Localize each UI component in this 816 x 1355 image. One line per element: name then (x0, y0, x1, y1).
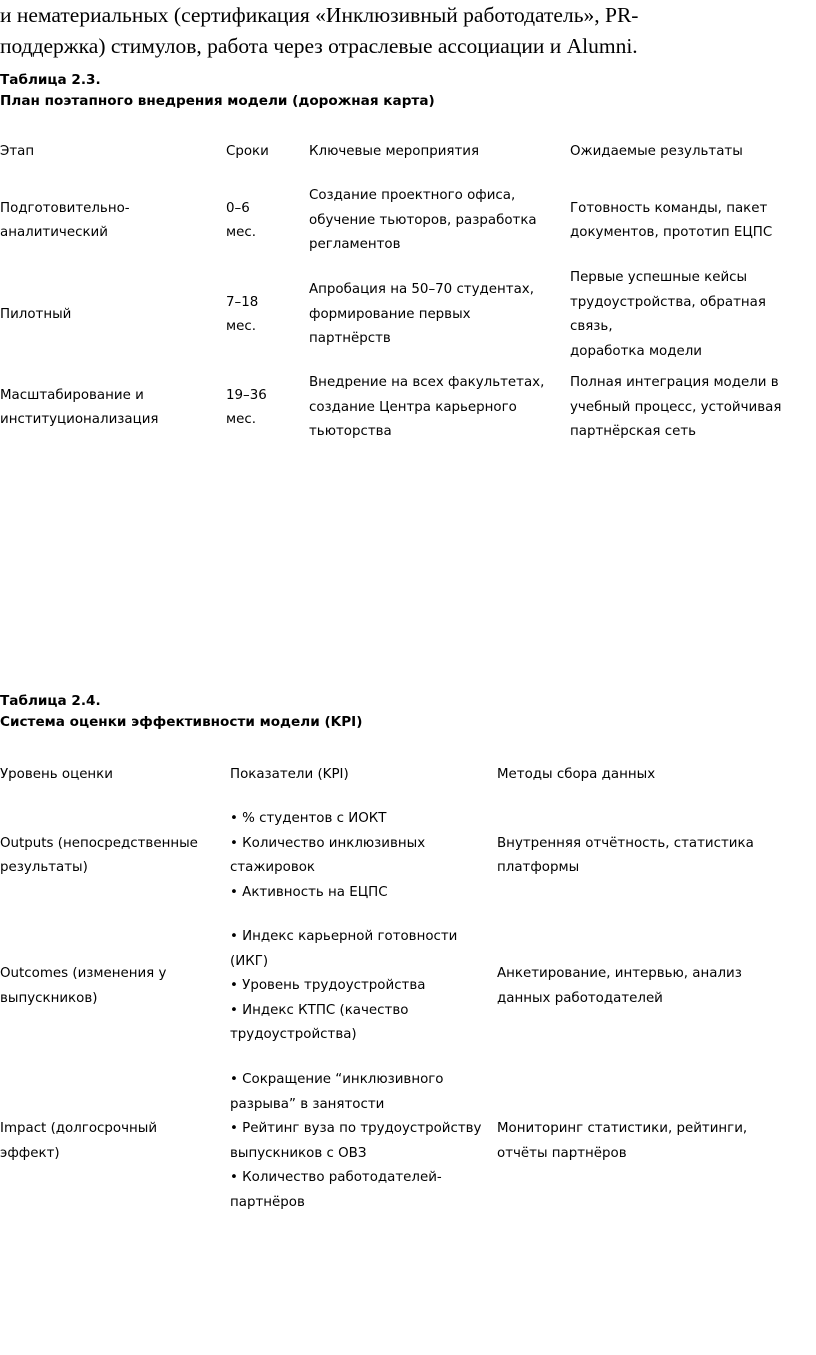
activities-cell (309, 184, 564, 258)
cell-line: институционализация (0, 412, 159, 427)
cell-line: учебный процесс, устойчивая (570, 399, 782, 415)
table-header-cell: Ожидаемые результаты (570, 144, 743, 159)
table-2-4-caption (0, 691, 362, 733)
table-header-cell: Методы сбора данных (497, 767, 656, 782)
cell-line: результаты) (0, 860, 88, 875)
cell-line: формирование первых (309, 306, 471, 322)
table-2-4-number: Таблица 2.4. (0, 693, 101, 709)
cell-line: трудоустройства) (230, 1027, 357, 1043)
cell-line: • % студентов с ИОКТ (230, 811, 387, 826)
cell-line: 7–18 (226, 294, 259, 310)
cell-line: эффект) (0, 1145, 60, 1161)
cell-line: Полная интеграция модели в (570, 375, 779, 391)
stage-cell (0, 371, 215, 445)
cell-line: (ИКГ) (230, 953, 269, 969)
cell-line: отчёты партнёров (497, 1145, 627, 1161)
table-header-cell: Уровень оценки (0, 767, 113, 782)
cell-line: тьюторства (309, 424, 392, 440)
cell-line: Мониторинг статистики, рейтинги, (497, 1121, 748, 1136)
cell-line: Внедрение на всех факультетах, (309, 375, 545, 391)
intro-line-2: поддержка) стимулов, работа через отраслевые ассоциации и Alumni. (0, 34, 638, 58)
cell-line: • Активность на ЕЦПС (230, 884, 388, 900)
cell-line: мес. (226, 412, 256, 427)
cell-line: • Рейтинг вуза по трудоустройству (230, 1121, 482, 1136)
cell-line: Первые успешные кейсы (570, 270, 748, 285)
table-header-cell: Сроки (226, 144, 269, 159)
table-2-4-title: Система оценки эффективности модели (KPI) (0, 714, 363, 730)
cell-line: аналитический (0, 225, 108, 240)
results-cell (570, 270, 812, 359)
methods-cell (497, 807, 802, 905)
cell-line: Outcomes (изменения у (0, 966, 167, 981)
cell-line: мес. (226, 225, 256, 240)
methods-cell (497, 1068, 802, 1215)
intro-line-1: и нематериальных (сертификация «Инклюзивный работодатель», PR- (0, 3, 639, 27)
term-cell (226, 278, 301, 352)
kpi-cell (230, 1068, 492, 1215)
cell-line: • Индекс карьерной готовности (230, 929, 458, 945)
cell-line: партнёров (230, 1194, 305, 1210)
table-2-3-caption (0, 70, 435, 112)
methods-cell (497, 925, 802, 1048)
table-2-3-number: Таблица 2.3. (0, 72, 101, 88)
table-2-3-title: План поэтапного внедрения модели (дорожная карта) (0, 93, 435, 109)
cell-line: стажировок (230, 860, 315, 875)
kpi-cell (230, 807, 492, 905)
cell-line: мес. (226, 319, 256, 334)
cell-line: Пилотный (0, 306, 72, 322)
term-cell (226, 371, 301, 445)
stage-cell (0, 278, 215, 352)
cell-line: 19–36 (226, 387, 267, 403)
level-cell (0, 1068, 225, 1215)
cell-line: Анкетирование, интервью, анализ (497, 966, 742, 981)
table-header-cell: Показатели (KPI) (230, 767, 349, 782)
cell-line: Внутренняя отчётность, статистика (497, 835, 754, 851)
cell-line: • Уровень трудоустройства (230, 978, 426, 994)
cell-line: • Количество инклюзивных (230, 835, 426, 851)
cell-line: документов, прототип ЕЦПС (570, 225, 773, 240)
cell-line: Impact (долгосрочный (0, 1121, 158, 1136)
cell-line: разрыва” в занятости (230, 1096, 385, 1112)
cell-line: Outputs (непосредственные (0, 835, 198, 851)
level-cell (0, 807, 225, 905)
cell-line: Готовность команды, пакет (570, 200, 768, 216)
cell-line: 0–6 (226, 200, 250, 216)
cell-line: выпускников с ОВЗ (230, 1145, 367, 1161)
intro-paragraph (0, 0, 812, 62)
cell-line: • Индекс КТПС (качество (230, 1002, 409, 1018)
table-header-cell: Ключевые мероприятия (309, 144, 480, 159)
cell-line: обучение тьюторов, разработка (309, 212, 537, 228)
cell-line: • Количество работодателей- (230, 1170, 442, 1185)
cell-line: Создание проектного офиса, (309, 188, 516, 204)
activities-cell (309, 371, 564, 445)
cell-line: платформы (497, 860, 580, 875)
cell-line: партнёрств (309, 331, 391, 347)
cell-line: создание Центра карьерного (309, 399, 517, 415)
cell-line: выпускников) (0, 990, 98, 1006)
results-cell (570, 371, 812, 445)
cell-line: Подготовительно- (0, 200, 130, 216)
cell-line: Масштабирование и (0, 387, 144, 403)
results-cell (570, 184, 812, 258)
cell-line: трудоустройства, обратная связь, (570, 294, 766, 334)
table-header-cell: Этап (0, 144, 35, 159)
stage-cell (0, 184, 215, 258)
cell-line: партнёрская сеть (570, 424, 697, 440)
cell-line: • Сокращение “инклюзивного (230, 1072, 444, 1087)
term-cell (226, 184, 301, 258)
kpi-cell (230, 925, 492, 1048)
cell-line: доработка модели (570, 343, 703, 359)
cell-line: данных работодателей (497, 990, 663, 1006)
cell-line: Апробация на 50–70 студентах, (309, 282, 534, 298)
activities-cell (309, 278, 564, 352)
level-cell (0, 925, 225, 1048)
cell-line: регламентов (309, 237, 401, 253)
